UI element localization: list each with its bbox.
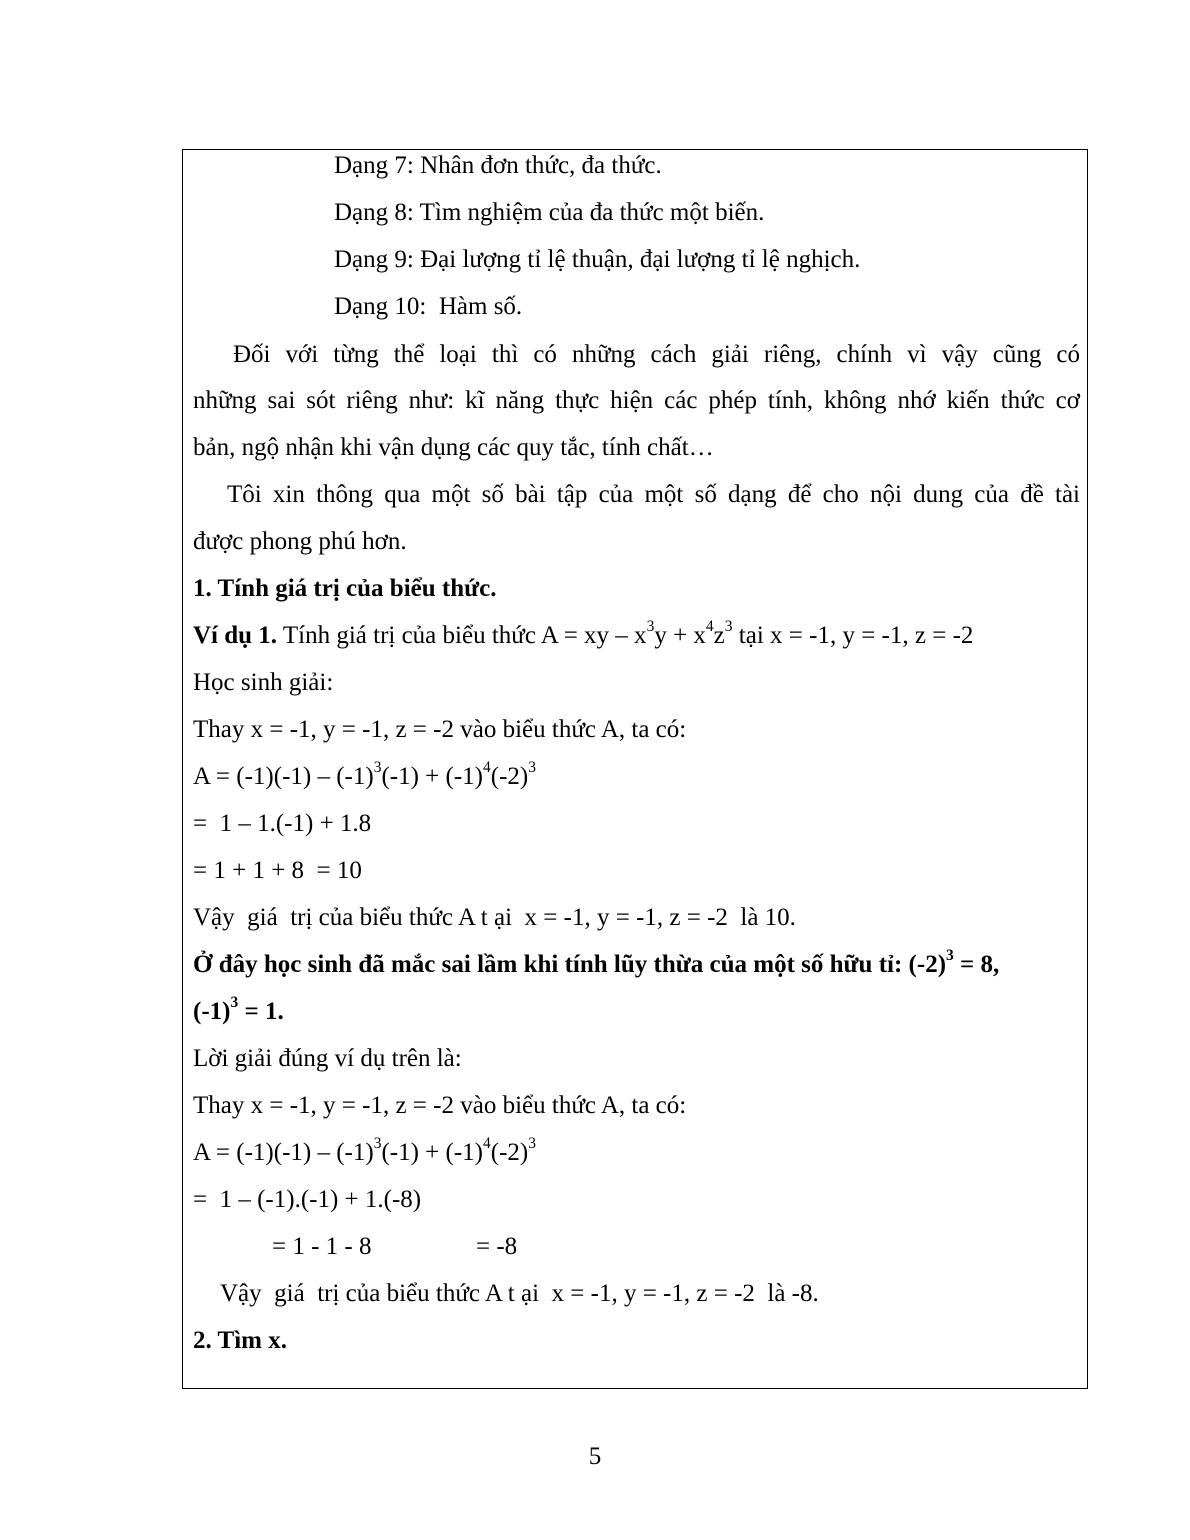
error-note-line-2: $(-1)^3 = 1$. [193, 994, 284, 1025]
section-2-heading: 2. Tìm x. [193, 1327, 287, 1354]
list-item-dang-8: Dạng 8: Tìm nghiệm của đa thức một biến. [334, 199, 765, 226]
correct-conclusion: Vậy giá trị của biểu thức A t ại x = -1, y = -1, z = -2 là -8. [220, 1280, 819, 1307]
correct-substitution: Thay x = -1, y = -1, z = -2 vào biểu thức A, ta có: [193, 1092, 687, 1119]
section-1-heading: 1. Tính giá trị của biểu thức. [193, 575, 497, 602]
student-conclusion: Vậy giá trị của biểu thức A t ại x = -1, y = -1, z = -2 là 10. [193, 904, 796, 931]
intro-paragraph-line-2: những sai sót riêng như: kĩ năng thực hiện các phép tính, không nhớ kiến thức cơ [193, 387, 1080, 414]
student-substitution: Thay x = -1, y = -1, z = -2 vào biểu thức A, ta có: [193, 716, 687, 743]
example-1-statement: Ví dụ 1. Tính giá trị của biểu thức A = xy – $x^3y + x^4z^3$ tại x = -1, y = -1, z = -2 [193, 618, 974, 649]
correct-step-1: = 1 – (-1).(-1) + 1.(-8) [193, 1186, 422, 1213]
student-solution-label: Học sinh giải: [193, 669, 334, 696]
intro-paragraph-2-line-1: Tôi xin thông qua một số bài tập của một số dạng để cho nội dung của đề tài [227, 481, 1080, 508]
intro-paragraph-2-line-2: được phong phú hơn. [193, 528, 407, 555]
correct-expression: $A = (-1)(-1) - (-1)^3(-1) + (-1)^4(-2)^3$ [193, 1135, 536, 1166]
list-item-dang-10: Dạng 10: Hàm số. [334, 293, 523, 320]
intro-paragraph-line-3: bản, ngộ nhận khi vận dụng các quy tắc, tính chất… [193, 434, 714, 461]
correct-step-2: = 1 - 1 - 8 [272, 1233, 372, 1260]
correct-step-2-result: = -8 [476, 1233, 518, 1260]
page-number: 5 [588, 1443, 602, 1470]
list-item-dang-9: Dạng 9: Đại lượng tỉ lệ thuận, đại lượng tỉ lệ nghịch. [334, 246, 861, 273]
student-step-1: = 1 – 1.(-1) + 1.8 [193, 810, 372, 837]
correct-solution-label: Lời giải đúng ví dụ trên là: [193, 1045, 462, 1072]
example-label: Ví dụ 1. [193, 622, 278, 649]
student-expression: $A = (-1)(-1) - (-1)^3(-1) + (-1)^4(-2)^3$ [193, 759, 536, 790]
error-note-line-1: Ở đây học sinh đã mắc sai lầm khi tính lũy thừa của một số hữu tỉ: $(-2)^3 = 8$, [193, 947, 1000, 978]
student-step-2: = 1 + 1 + 8 = 10 [193, 857, 362, 884]
intro-paragraph-line-1: Đối với từng thể loại thì có những cách giải riêng, chính vì vậy cũng có [233, 341, 1080, 368]
list-item-dang-7: Dạng 7: Nhân đơn thức, đa thức. [334, 152, 662, 179]
